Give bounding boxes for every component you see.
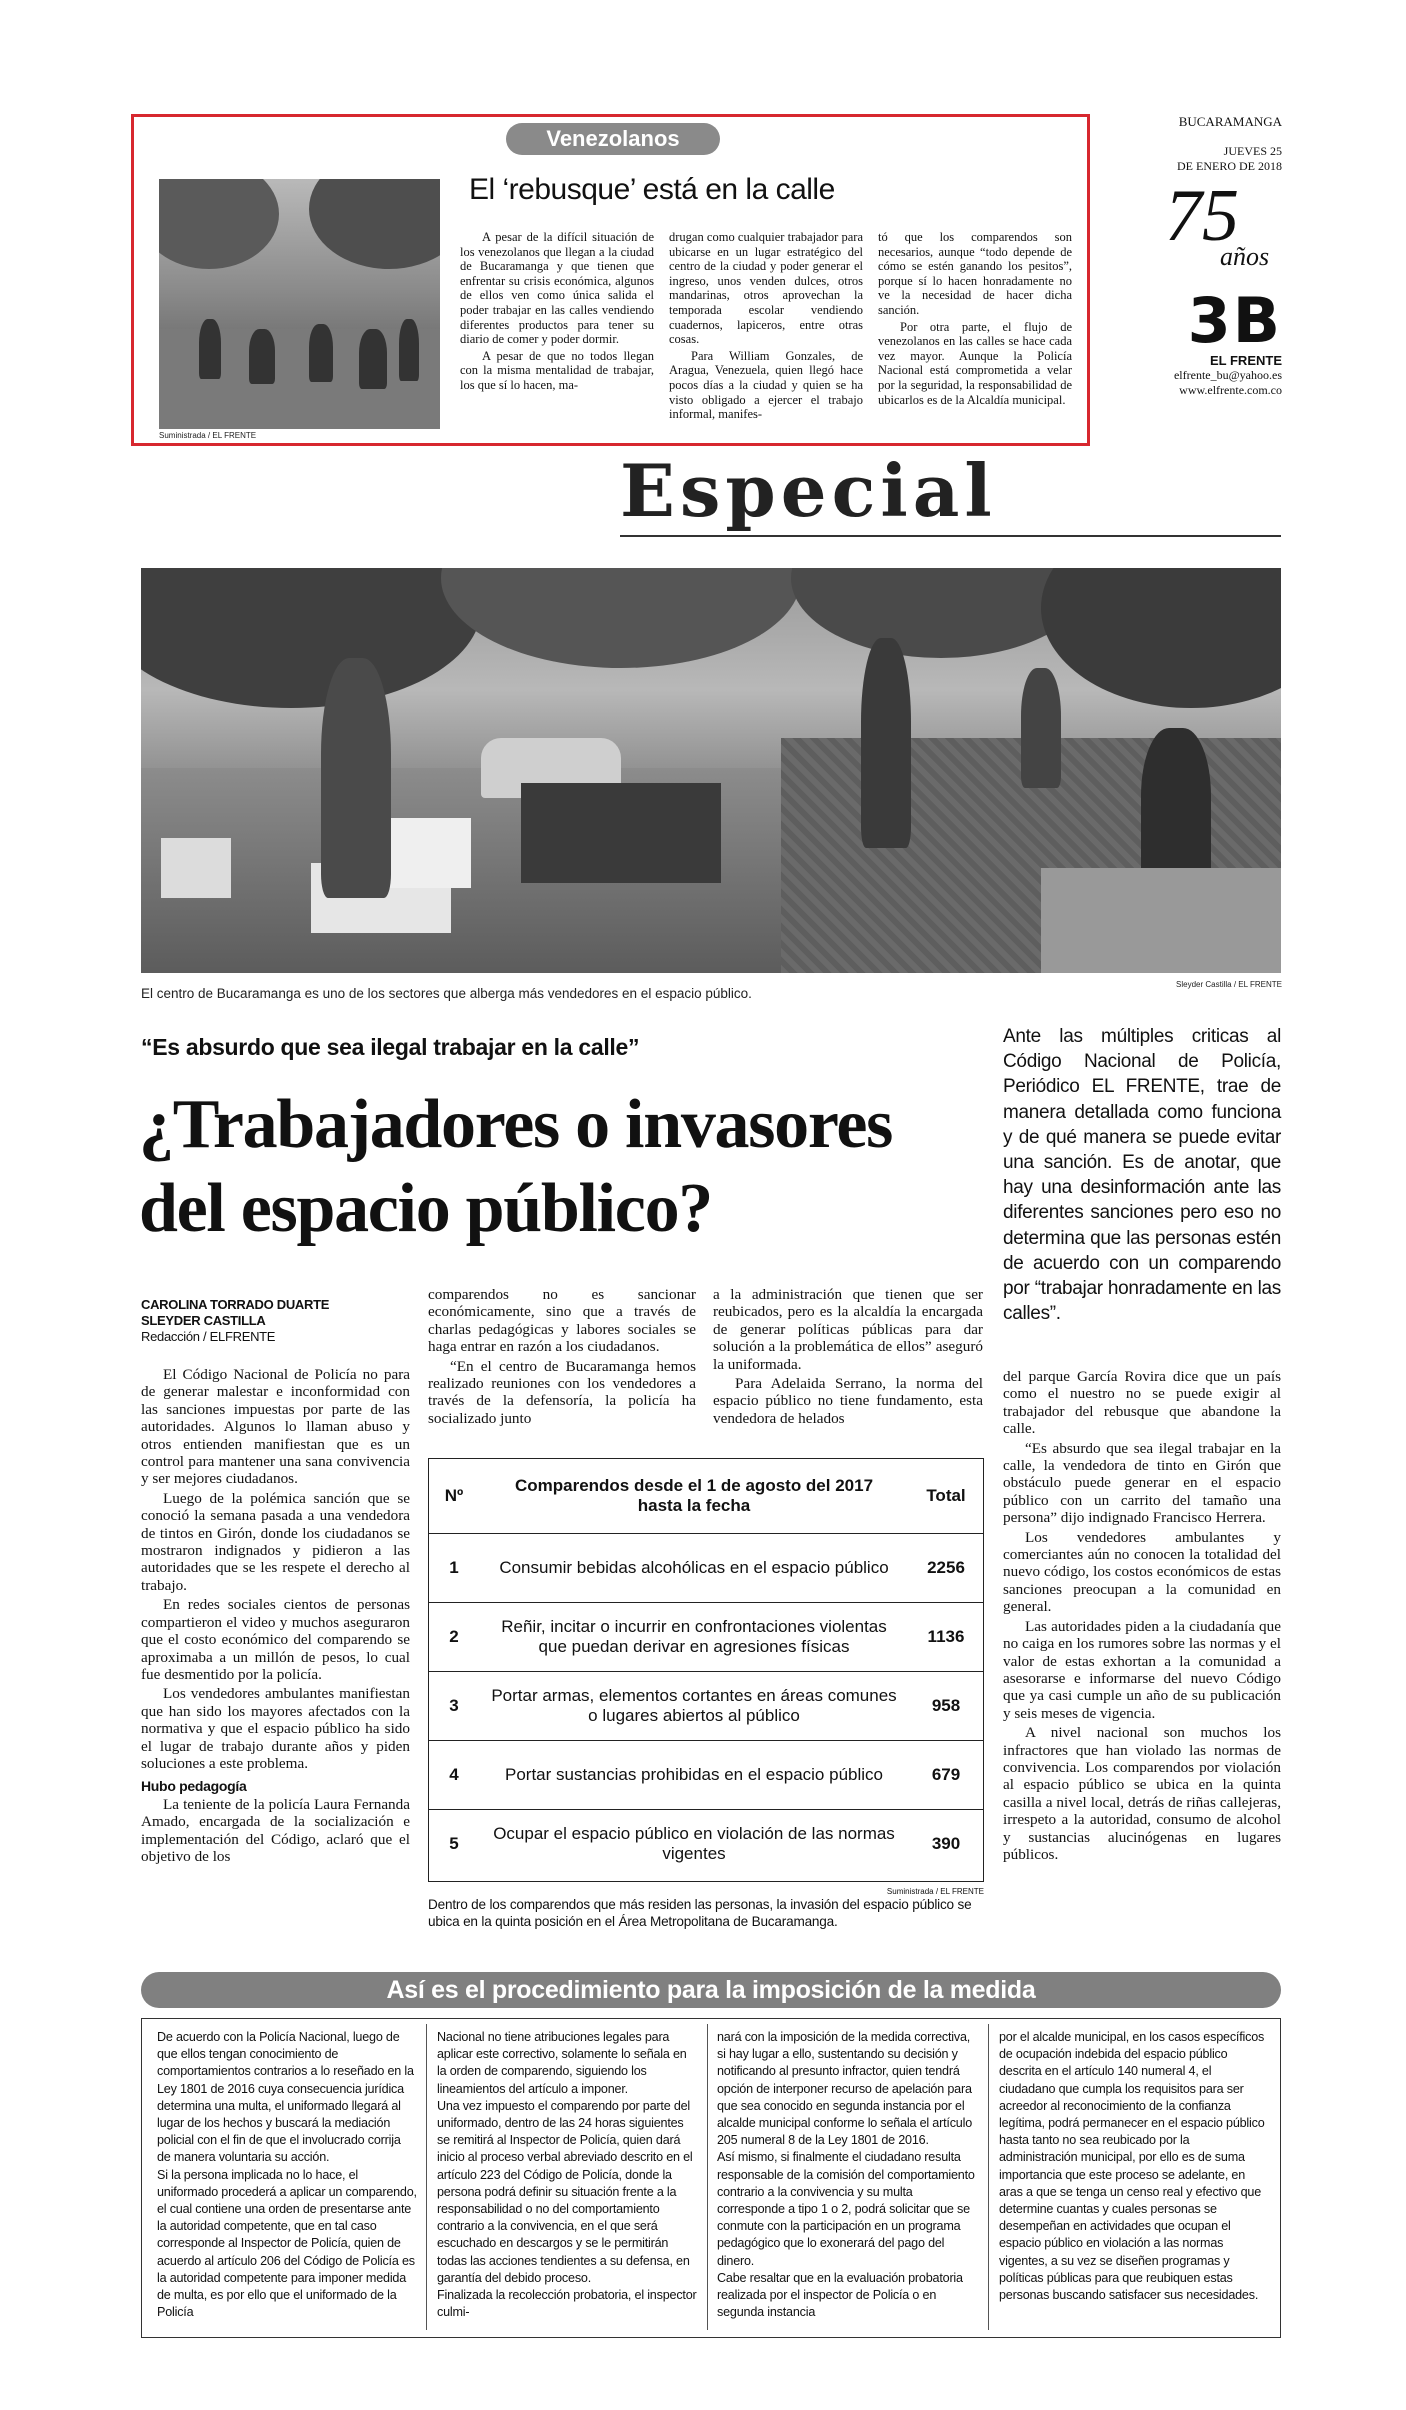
procedure-banner: Así es el procedimiento para la imposición de la medida bbox=[141, 1972, 1281, 2008]
header-date: DE ENERO DE 2018 bbox=[1177, 159, 1282, 173]
procedure-col-4: por el alcalde municipal, en los casos específicos de ocupación indebida del espacio público descrita en el artículo 140 numeral 4, el ciudadano que cumpla los requisitos para ser acreedor al reconocimiento de la confianza legítima, podrá permanecer en el espacio público hasta tanto no sea reubicado por la administración municipal, por ello es de suma importancia que este proceso se adelante, en aras a que se tenga un censo real y efectivo que determine cuantas y cuales personas se desempeñan en actividades que ocupan el espacio público en violación a las normas vigentes, a su vez se diseñen programas y políticas públicas para que reubiquen estas personas buscando satisfacer sus necesidades. bbox=[999, 2030, 1265, 2303]
article-kicker: “Es absurdo que sea ilegal trabajar en la calle” bbox=[141, 1034, 640, 1060]
headline-line-2: del espacio público? bbox=[139, 1170, 712, 1247]
section-rule bbox=[620, 535, 1281, 537]
table-row: 1 Consumir bebidas alcohólicas en el espacio público 2256 bbox=[429, 1533, 983, 1602]
article-col-3: a la administración que tienen que ser reubicados, pero es la alcaldía la encargada de generar políticas públicas para dar solución a la problemática de ellos” aseguró la uniformada. Para Adelaida Serrano, la norma del espacio público no tiene fundamento, esta vendedora de helados bbox=[713, 1286, 983, 1427]
byline-author-1: CAROLINA TORRADO DUARTE bbox=[141, 1297, 330, 1312]
box-photo-credit: Suministrada / EL FRENTE bbox=[159, 431, 257, 440]
article-col-4: del parque García Rovira dice que un país como el nuestro no se puede exigir al trabajador del rebusque que abandone la calle. “Es absurdo que sea ilegal trabajar en la calle, la vendedora de tinto en Girón que obstáculo puede generar en el espacio público con un carrito del tamaño una persona” dijo indignado Francisco Herrera. Los vendedores ambulantes y comerciantes aún no conocen la totalidad del nuevo código, los costos económicos de estas sanciones preocupan a la comunidad en general. Las autoridades piden a la ciudadanía que no caiga en los rumores sobre las normas y el valor de estas exhortan a la comunidad a asesorarse e informarse del nuevo Código que ya casi cumple un año de su publicación y seis meses de vigencia. A nivel nacional son muchos los infractores que han violado las normas de convivencia. Los comparendos por violación al espacio público se ubica en la quinta casilla a nivel local, detrás de riñas callejeras, irrespeto a la autoridad, consumo de alcohol y sustancias alucinógenas en lugares públicos. bbox=[1003, 1368, 1281, 1863]
main-photo-credit: Sleyder Castilla / EL FRENTE bbox=[1176, 980, 1282, 989]
table-row: 5 Ocupar el espacio público en violación de las normas vigentes 390 bbox=[449, 1823, 961, 1863]
anniversary-logo bbox=[1110, 175, 1282, 277]
byline bbox=[141, 1297, 329, 1345]
box-photo bbox=[159, 179, 440, 429]
article-subhead: Hubo pedagogía bbox=[141, 1778, 247, 1795]
box-col-2: drugan como cualquier trabajador para ubicarse en un lugar estratégico del centro de la ciudad y poder generar el ingreso, unos venden dulces, otros mandarinas, otros aprovechan la temporada escolar vendiendo cuadernos, lapiceros, entre otras cosas. Para William Gonzales, de Aragua, Venezuela, quien llegó hace pocos días a la ciudad y quien se ha visto obligado a ejercer el trabajo informal, manifes- bbox=[669, 230, 863, 422]
procedure-divider-2 bbox=[707, 2024, 708, 2330]
page-number: 3B bbox=[1187, 284, 1282, 357]
comparendos-table bbox=[428, 1458, 984, 1882]
byline-desk: Redacción / ELFRENTE bbox=[141, 1329, 276, 1344]
header-web: www.elfrente.com.co bbox=[1179, 383, 1282, 397]
header-day: JUEVES 25 bbox=[1223, 144, 1282, 158]
article-col-2: comparendos no es sancionar económicamente, sino que a través de charlas pedagógicas y labores sociales se haga entrar en razón a los ciudadanos. “En el centro de Bucaramanga hemos realizado reuniones con los vendedores a través de la defensoría, la policía ha socializado junto bbox=[428, 1286, 696, 1427]
article-col-1: El Código Nacional de Policía no para de generar malestar e inconformidad con las sanciones impuestas por parte de las autoridades. Algunos lo llaman abuso y otros entienden manifiestan que es un control para mantener una sana convivencia y ser mejores ciudadanos. Luego de la polémica sanción que se conoció la semana pasada a una vendedora de tintos en Girón, donde los ciudadanos se mostraron indignados y pidieron a las autoridades que se les respete el derecho al trabajo. En redes sociales cientos de personas compartieron el video y muchos aseguraron que el costo económico del comparendo se aproximaba a un millón de pesos, lo cual fue desmentido por la policía. Los vendedores ambulantes manifiestan que han sido los mayores afectados con la normativa y que el espacio público ha sido el lugar de trabajo durante años y piden soluciones a este problema. Hubo pedagogía La teniente de la policía Laura Fernanda Amado, encargada de la socialización e implementación del Código, aclaró que el objetivo de los bbox=[141, 1366, 410, 1865]
box-col-1: A pesar de la difícil situación de los venezolanos que llegan a la ciudad de Bucaramanga y que tienen que enfrentar su crisis económica, algunos de ellos ven como única salida el poder trabajar en las calles vendiendo diferentes productos para tener su diario de comer y poder dormir. A pesar de que no todos llegan con la misma mentalidad de trabajar, los que sí lo hacen, ma- bbox=[460, 230, 654, 392]
table-row: 3 Portar armas, elementos cortantes en áreas comunes o lugares abiertos al público 958 bbox=[429, 1671, 983, 1740]
anniv-word: años bbox=[1220, 242, 1270, 271]
procedure-col-1: De acuerdo con la Policía Nacional, luego de que ellos tengan conocimiento de comportamientos contrarios a lo reseñado en la Ley 1801 de 2016 cuya consecuencia jurídica determina una multa, el uniformado llegará al lugar de los hechos y buscará la mediación policial con el fin de que el involucrado corrija de manera voluntaria su acción. Si la persona implicada no lo hace, el uniformado procederá a aplicar un comparendo, el cual contiene una orden de presentarse ante la autoridad competente, que en tal caso corresponde al Inspector de Policía, quien de acuerdo al artículo 206 del Código de Policía es la autoridad competente para imponer medida de multa, es por ello que el uniformado de la Policía bbox=[157, 2030, 417, 2320]
box-title: El ‘rebusque’ está en la calle bbox=[469, 173, 835, 206]
table-head-desc: Comparendos desde el 1 de agosto del 2017 hasta la fecha bbox=[479, 1459, 909, 1533]
main-photo bbox=[141, 568, 1281, 973]
table-head-total: Total bbox=[909, 1459, 983, 1533]
venezolanos-box bbox=[131, 114, 1090, 446]
procedure-col-3: nará con la imposición de la medida correctiva, si hay lugar a ello, sustentando su decisión y notificando al presunto infractor, quien tendrá opción de interponer recurso de apelación para que sea conocido en segunda instancia por el alcalde municipal conforme lo señala el artículo 205 numeral 8 de la Ley 1801 de 2016. Así mismo, si finalmente el ciudadano resulta responsable de la comisión del comportamiento contrario a la convivencia y su multa corresponde a tipo 1 o 2, podrá solicitar que se conmute con la participación en un programa pedagógico que lo exonerará del pago del dinero. Cabe resaltar que en la evaluación probatoria realizada por el inspector de Policía o en segunda instancia bbox=[717, 2030, 975, 2320]
section-title: Especial bbox=[620, 448, 997, 533]
main-photo-caption: El centro de Bucaramanga es uno de los sectores que alberga más vendedores en el espacio público. bbox=[141, 986, 752, 1001]
article-headline bbox=[139, 1083, 999, 1251]
header-info bbox=[1110, 114, 1282, 454]
header-email: elfrente_bu@yahoo.es bbox=[1173, 368, 1282, 382]
box-col-3: tó que los comparendos son necesarios, aunque “todo depende de cómo se estén ganando los pesitos”, porque sí lo hacen honradamente no ve la necesidad de hacer dicha sanción. Por otra parte, el flujo de venezolanos en las calles se hace cada vez mayor. Aunque la Policía Nacional está comprometida a velar por la seguridad, la responsabilidad de ubicarlos es de la Alcaldía municipal. bbox=[878, 230, 1072, 407]
procedure-col-2: Nacional no tiene atribuciones legales para aplicar este correctivo, solamente lo señala en la orden de comparendo, siguiendo los lineamientos del artículo a imponer. Una vez impuesto el comparendo por parte del uniformado, dentro de las 24 horas siguientes se remitirá al Inspector de Policía, quien dará inicio al proceso verbal abreviado descrito en el artículo 223 del Código de Policía, donde la persona podrá definir su situación frente a la responsabilidad o no del comportamiento contrario a la convivencia, en el que será escuchado en descargos y se le permitirán todas las acciones tendientes a su defensa, en garantía del debido proceso. Finalizada la recolección probatoria, el inspector culmi- bbox=[437, 2030, 697, 2320]
byline-author-2: SLEYDER CASTILLA bbox=[141, 1313, 266, 1328]
table-credit: Suministrada / EL FRENTE bbox=[886, 1887, 984, 1896]
table-head-no: Nº bbox=[429, 1459, 479, 1533]
table-row: 2 Reñir, incitar o incurrir en confrontaciones violentas que puedan derivar en agresiones físicas 1136 bbox=[429, 1602, 983, 1671]
header-brand: EL FRENTE bbox=[1210, 353, 1282, 368]
anniv-number: 75 bbox=[1165, 175, 1239, 257]
procedure-divider-1 bbox=[426, 2024, 427, 2330]
sidebar-lead: Ante las múltiples criticas al Código Nacional de Policía, Periódico EL FRENTE, trae de manera detallada como funciona y de qué manera se puede evitar una sanción. Es de anotar, que hay una desinformación ante las diferentes sanciones pero eso no determina que las personas estén de acuerdo con un comparendo por “trabajar honradamente en las calles”. bbox=[1003, 1026, 1281, 1325]
table-caption: Dentro de los comparendos que más residen las personas, la invasión del espacio público se ubica en la quinta posición en el Área Metropolitana de Bucaramanga. bbox=[428, 1897, 972, 1929]
table-row: 4 Portar sustancias prohibidas en el espacio público 679 bbox=[429, 1740, 983, 1809]
table-header bbox=[429, 1459, 983, 1533]
header-city: BUCARAMANGA bbox=[1178, 114, 1282, 129]
procedure-divider-3 bbox=[988, 2024, 989, 2330]
box-tag: Venezolanos bbox=[506, 123, 720, 155]
headline-line-1: ¿Trabajadores o invasores bbox=[139, 1086, 893, 1163]
